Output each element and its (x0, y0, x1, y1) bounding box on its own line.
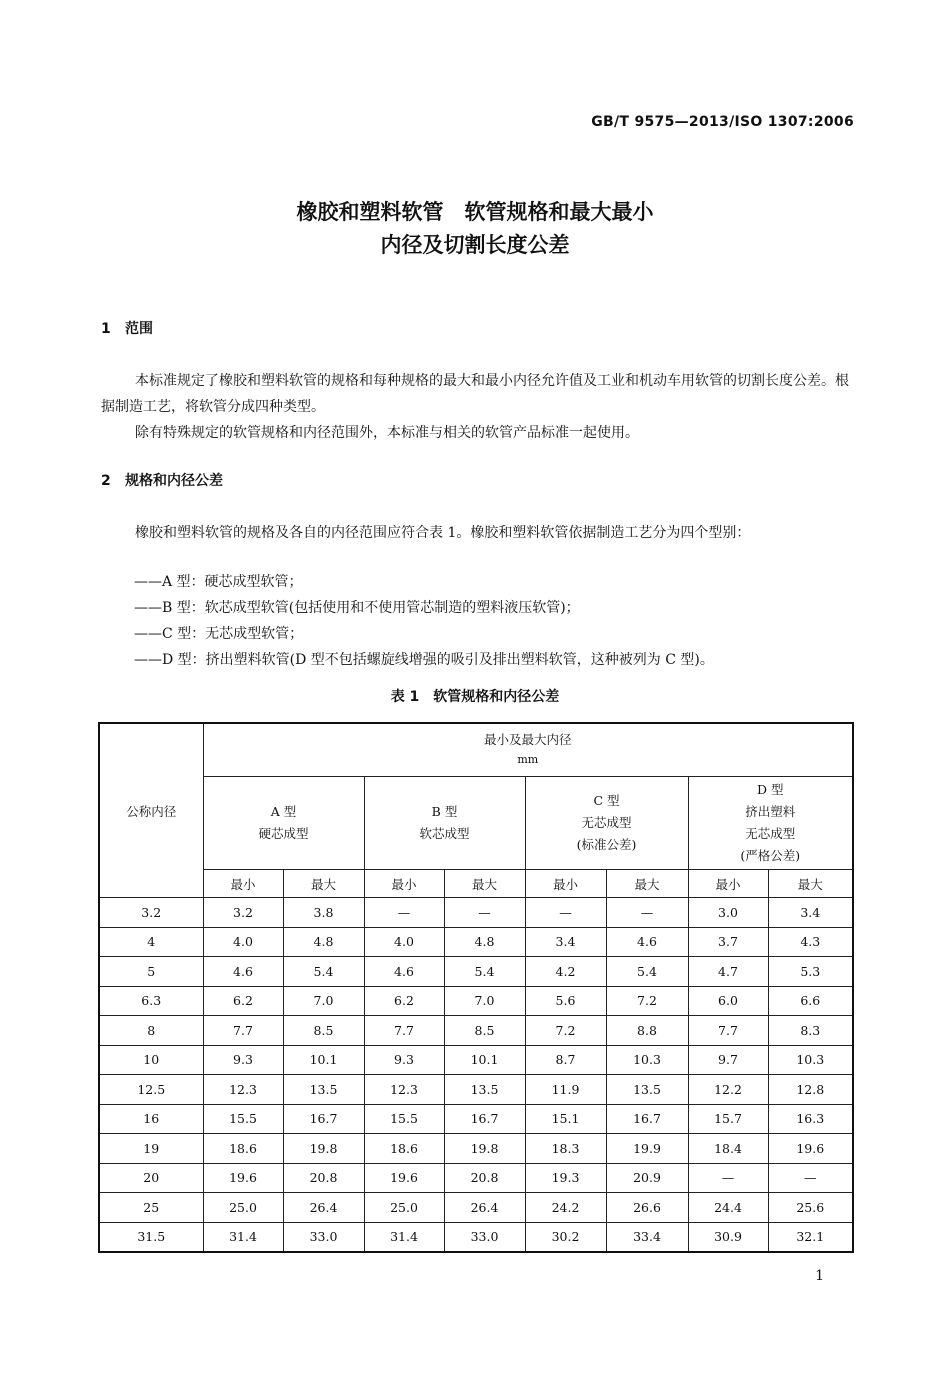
diameter-value-cell: 18.6 (364, 1134, 444, 1164)
diameter-value-cell: 32.1 (768, 1222, 853, 1252)
diameter-value-cell: 11.9 (525, 1075, 606, 1105)
diameter-value-cell: 15.1 (525, 1104, 606, 1134)
diameter-value-cell: 4.0 (203, 927, 283, 957)
section-1-title: 范围 (125, 321, 153, 337)
diameter-value-cell: 6.6 (768, 986, 853, 1016)
nominal-diameter-header: 公称内径 (99, 723, 203, 898)
type-a-header (203, 777, 364, 870)
diameter-value-cell: 7.0 (283, 986, 364, 1016)
table-row (99, 927, 853, 957)
diameter-value-cell: 4.6 (606, 927, 688, 957)
diameter-value-cell: 4.0 (364, 927, 444, 957)
table-row (99, 1104, 853, 1134)
type-b-item: ——B 型：软芯成型软管(包括使用和不使用管芯制造的塑料液压软管)； (134, 600, 580, 616)
max-header: 最大 (606, 870, 688, 898)
hose-size-table (98, 722, 854, 1253)
diameter-value-cell: 13.5 (283, 1075, 364, 1105)
diameter-value-cell: 8.5 (283, 1016, 364, 1046)
diameter-value-cell: 13.5 (444, 1075, 525, 1105)
diameter-value-cell: 19.6 (768, 1134, 853, 1164)
diameter-value-cell: 4.2 (525, 957, 606, 987)
page-number: 1 (815, 1268, 824, 1284)
diameter-value-cell: 19.8 (444, 1134, 525, 1164)
diameter-value-cell: 3.8 (283, 898, 364, 928)
diameter-value-cell: 15.5 (364, 1104, 444, 1134)
diameter-value-cell: 3.0 (688, 898, 768, 928)
diameter-value-cell: 18.6 (203, 1134, 283, 1164)
diameter-value-cell: 24.4 (688, 1193, 768, 1223)
diameter-value-cell: 33.0 (283, 1222, 364, 1252)
section-1-paragraph-1: 本标准规定了橡胶和塑料软管的规格和每种规格的最大和最小内径允许值及工业和机动车用软管的切割长度公差。根据制造工艺，将软管分成四种类型。 (101, 373, 849, 415)
diameter-value-cell: 7.0 (444, 986, 525, 1016)
table-row (99, 1134, 853, 1164)
diameter-value-cell: 6.2 (364, 986, 444, 1016)
type-b-header (364, 777, 525, 870)
diameter-value-cell: 12.2 (688, 1075, 768, 1105)
diameter-value-cell: 9.3 (364, 1045, 444, 1075)
diameter-value-cell: 5.4 (283, 957, 364, 987)
diameter-value-cell: 12.3 (203, 1075, 283, 1105)
diameter-value-cell: 3.7 (688, 927, 768, 957)
diameter-value-cell: 16.7 (283, 1104, 364, 1134)
section-2-heading (101, 470, 223, 490)
diameter-value-cell: 31.4 (203, 1222, 283, 1252)
diameter-value-cell: 4.8 (444, 927, 525, 957)
diameter-value-cell: 8.3 (768, 1016, 853, 1046)
diameter-value-cell: 3.2 (203, 898, 283, 928)
type-d-item: ——D 型：挤出塑料软管(D 型不包括螺旋线增强的吸引及排出塑料软管，这种被列为 C 型)。 (134, 652, 714, 668)
nominal-diameter-cell: 20 (99, 1163, 203, 1193)
diameter-value-cell: 4.6 (203, 957, 283, 987)
type-d-desc-2: 无芯成型 (745, 826, 796, 841)
type-c-header (525, 777, 688, 870)
type-c-desc: 无芯成型 (581, 815, 632, 830)
nominal-diameter-cell: 3.2 (99, 898, 203, 928)
diameter-value-cell: 10.3 (606, 1045, 688, 1075)
diameter-value-cell: 25.6 (768, 1193, 853, 1223)
nominal-diameter-cell: 5 (99, 957, 203, 987)
type-c-item: ——C 型：无芯成型软管； (134, 626, 304, 642)
diameter-value-cell: 8.5 (444, 1016, 525, 1046)
section-2-paragraph-1: 橡胶和塑料软管的规格及各自的内径范围应符合表 1。橡胶和塑料软管依据制造工艺分为四个型别： (135, 525, 751, 541)
table-row (99, 1163, 853, 1193)
diameter-value-cell: 4.3 (768, 927, 853, 957)
table-row (99, 1193, 853, 1223)
diameter-value-cell: 19.6 (364, 1163, 444, 1193)
diameter-value-cell: 15.5 (203, 1104, 283, 1134)
min-header: 最小 (688, 870, 768, 898)
section-2-title: 规格和内径公差 (125, 473, 223, 489)
type-b-desc: 软芯成型 (419, 826, 470, 841)
inner-diameter-group-title: 最小及最大内径 (484, 732, 572, 747)
diameter-value-cell: 7.2 (525, 1016, 606, 1046)
diameter-value-cell: 4.6 (364, 957, 444, 987)
table-row (99, 1045, 853, 1075)
diameter-value-cell: 16.7 (606, 1104, 688, 1134)
diameter-value-cell: 8.8 (606, 1016, 688, 1046)
diameter-value-cell: 20.8 (283, 1163, 364, 1193)
diameter-value-cell: 9.3 (203, 1045, 283, 1075)
diameter-value-cell: 20.9 (606, 1163, 688, 1193)
diameter-value-cell: 7.7 (688, 1016, 768, 1046)
table-row (99, 898, 853, 928)
type-c-tolerance: (标准公差) (576, 837, 637, 852)
document-title (0, 196, 950, 262)
diameter-value-cell: 31.4 (364, 1222, 444, 1252)
type-c-name: C 型 (593, 793, 620, 808)
diameter-value-cell: 19.6 (203, 1163, 283, 1193)
diameter-value-cell: — (444, 898, 525, 928)
diameter-value-cell: 13.5 (606, 1075, 688, 1105)
diameter-value-cell: 5.4 (606, 957, 688, 987)
table-body (99, 898, 853, 1253)
table-row (99, 986, 853, 1016)
diameter-value-cell: 18.4 (688, 1134, 768, 1164)
diameter-value-cell: 7.7 (203, 1016, 283, 1046)
max-header: 最大 (283, 870, 364, 898)
diameter-value-cell: 25.0 (203, 1193, 283, 1223)
diameter-value-cell: 6.2 (203, 986, 283, 1016)
type-a-desc: 硬芯成型 (258, 826, 309, 841)
diameter-value-cell: 19.9 (606, 1134, 688, 1164)
diameter-value-cell: 7.7 (364, 1016, 444, 1046)
standard-code: GB/T 9575—2013/ISO 1307:2006 (591, 114, 854, 130)
nominal-diameter-cell: 6.3 (99, 986, 203, 1016)
table-row (99, 1222, 853, 1252)
diameter-value-cell: 8.7 (525, 1045, 606, 1075)
nominal-diameter-cell: 25 (99, 1193, 203, 1223)
type-d-name: D 型 (757, 782, 784, 797)
nominal-diameter-cell: 8 (99, 1016, 203, 1046)
diameter-value-cell: 12.8 (768, 1075, 853, 1105)
diameter-value-cell: 10.1 (283, 1045, 364, 1075)
diameter-value-cell: 10.1 (444, 1045, 525, 1075)
table-row (99, 1075, 853, 1105)
diameter-value-cell: — (768, 1163, 853, 1193)
diameter-value-cell: 18.3 (525, 1134, 606, 1164)
type-a-item: ——A 型：硬芯成型软管； (134, 574, 303, 590)
section-2-number: 2 (101, 473, 111, 489)
nominal-diameter-cell: 10 (99, 1045, 203, 1075)
inner-diameter-unit: mm (517, 753, 539, 766)
title-line-2: 内径及切割长度公差 (380, 233, 570, 257)
diameter-value-cell: 30.9 (688, 1222, 768, 1252)
nominal-diameter-cell: 16 (99, 1104, 203, 1134)
diameter-value-cell: 33.4 (606, 1222, 688, 1252)
nominal-diameter-cell: 31.5 (99, 1222, 203, 1252)
diameter-value-cell: 5.3 (768, 957, 853, 987)
diameter-value-cell: 3.4 (525, 927, 606, 957)
diameter-value-cell: 19.3 (525, 1163, 606, 1193)
title-line-1: 橡胶和塑料软管 软管规格和最大最小 (296, 200, 654, 224)
diameter-value-cell: 16.3 (768, 1104, 853, 1134)
diameter-value-cell: 25.0 (364, 1193, 444, 1223)
inner-diameter-group-header (203, 723, 853, 777)
type-a-name: A 型 (270, 804, 297, 819)
diameter-value-cell: 5.4 (444, 957, 525, 987)
diameter-value-cell: 19.8 (283, 1134, 364, 1164)
diameter-value-cell: 26.4 (283, 1193, 364, 1223)
diameter-value-cell: 26.6 (606, 1193, 688, 1223)
nominal-diameter-cell: 4 (99, 927, 203, 957)
section-1-number: 1 (101, 321, 111, 337)
type-d-desc-1: 挤出塑料 (745, 804, 796, 819)
diameter-value-cell: — (364, 898, 444, 928)
min-header: 最小 (525, 870, 606, 898)
diameter-value-cell: 15.7 (688, 1104, 768, 1134)
table-row (99, 1016, 853, 1046)
diameter-value-cell: 4.8 (283, 927, 364, 957)
diameter-value-cell: 16.7 (444, 1104, 525, 1134)
max-header: 最大 (444, 870, 525, 898)
section-1-heading (101, 318, 153, 338)
diameter-value-cell: — (606, 898, 688, 928)
max-header: 最大 (768, 870, 853, 898)
diameter-value-cell: — (688, 1163, 768, 1193)
diameter-value-cell: 7.2 (606, 986, 688, 1016)
diameter-value-cell: 4.7 (688, 957, 768, 987)
diameter-value-cell: 33.0 (444, 1222, 525, 1252)
diameter-value-cell: 9.7 (688, 1045, 768, 1075)
nominal-diameter-cell: 12.5 (99, 1075, 203, 1105)
table-caption: 表 1 软管规格和内径公差 (390, 689, 560, 705)
min-header: 最小 (203, 870, 283, 898)
diameter-value-cell: 12.3 (364, 1075, 444, 1105)
min-header: 最小 (364, 870, 444, 898)
diameter-value-cell: 6.0 (688, 986, 768, 1016)
diameter-value-cell: 10.3 (768, 1045, 853, 1075)
section-1-paragraph-2: 除有特殊规定的软管规格和内径范围外，本标准与相关的软管产品标准一起使用。 (135, 425, 639, 441)
diameter-value-cell: 24.2 (525, 1193, 606, 1223)
nominal-diameter-cell: 19 (99, 1134, 203, 1164)
diameter-value-cell: 20.8 (444, 1163, 525, 1193)
diameter-value-cell: 30.2 (525, 1222, 606, 1252)
diameter-value-cell: — (525, 898, 606, 928)
type-b-name: B 型 (431, 804, 458, 819)
type-d-tolerance: (严格公差) (740, 848, 801, 863)
diameter-value-cell: 3.4 (768, 898, 853, 928)
diameter-value-cell: 26.4 (444, 1193, 525, 1223)
table-row (99, 957, 853, 987)
diameter-value-cell: 5.6 (525, 986, 606, 1016)
type-d-header (688, 777, 853, 870)
